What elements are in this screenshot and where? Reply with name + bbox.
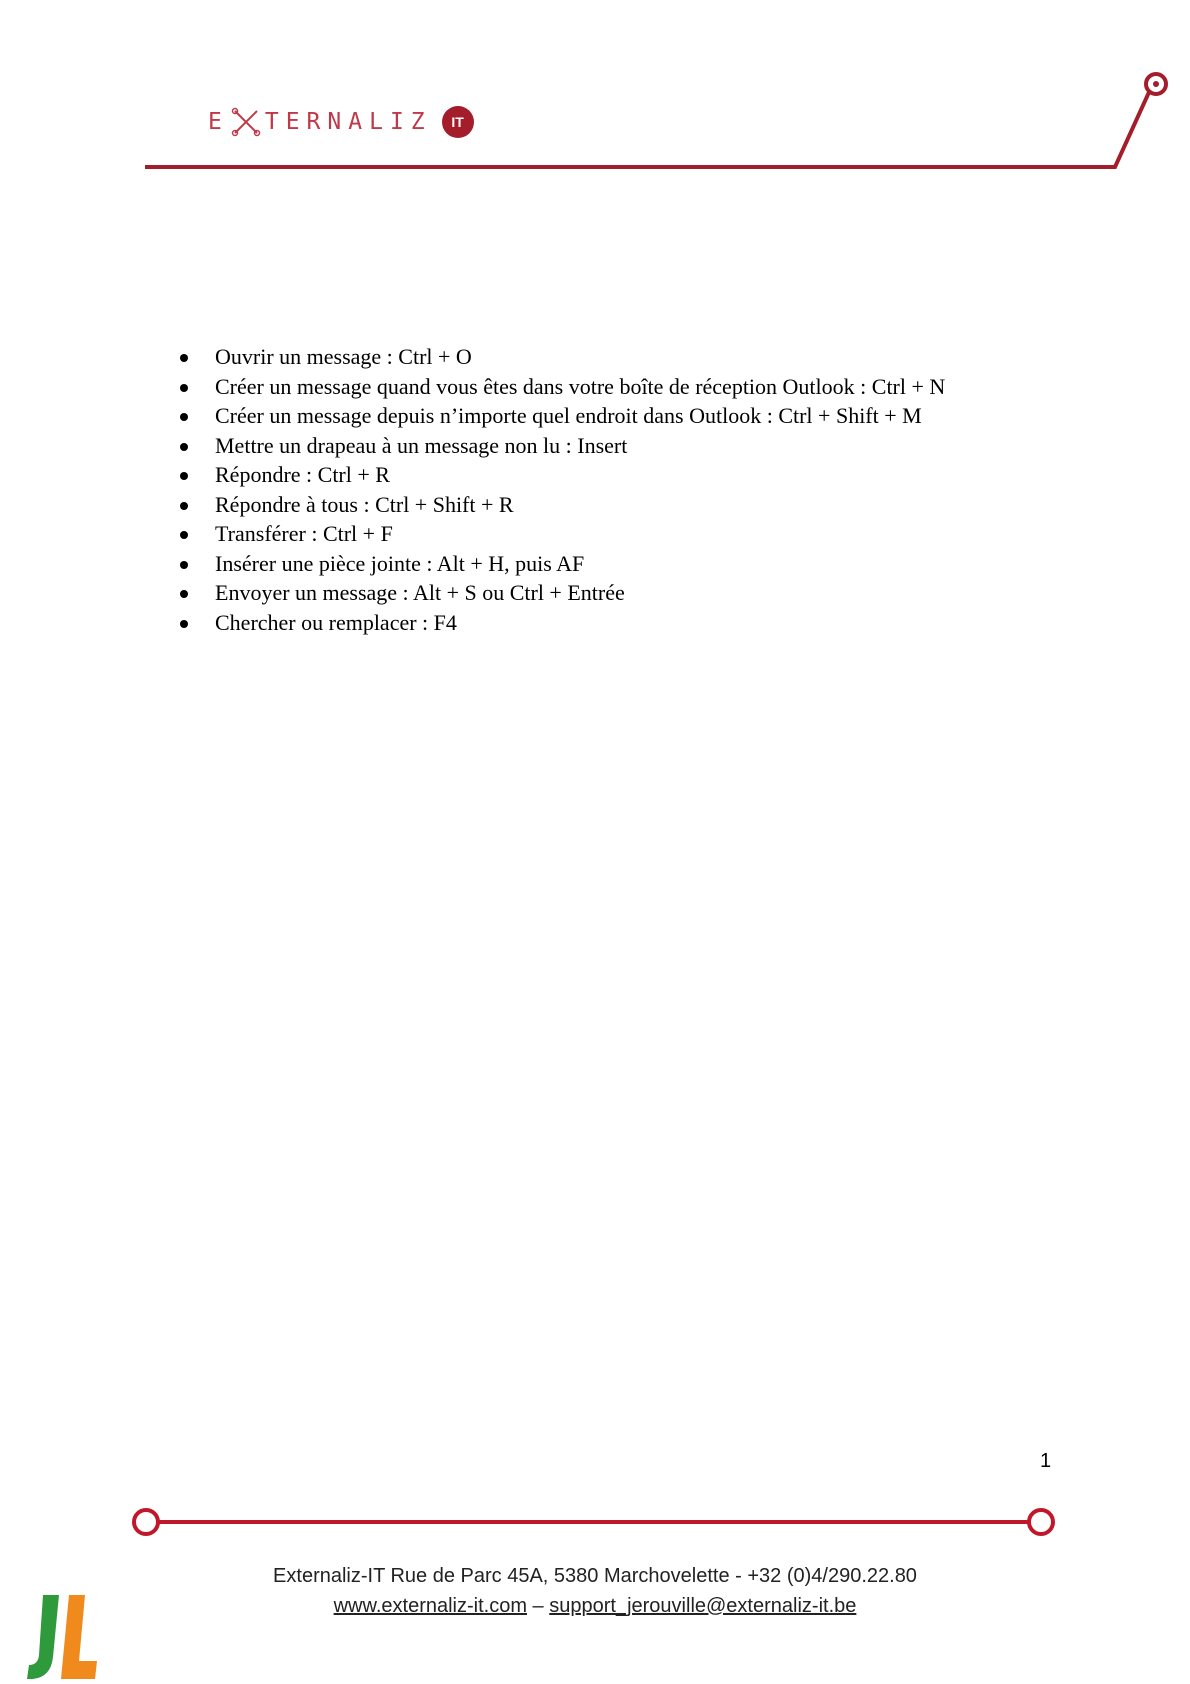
jl-logo	[25, 1595, 100, 1680]
list-item-text: Mettre un drapeau à un message non lu : Insert	[215, 432, 628, 458]
bullet-icon	[180, 502, 188, 510]
bullet-icon	[180, 620, 188, 628]
list-item	[180, 372, 945, 402]
page-number: 1	[1040, 1450, 1052, 1472]
list-item	[180, 608, 945, 638]
logo-circuit-x-icon	[231, 107, 261, 137]
bullet-icon	[180, 443, 188, 451]
company-logo	[208, 100, 474, 144]
list-item	[180, 431, 945, 461]
bullet-icon	[180, 590, 188, 598]
bullet-icon	[180, 531, 188, 539]
footer-separator: –	[527, 1595, 550, 1617]
bullet-icon	[180, 384, 188, 392]
bullet-icon	[180, 413, 188, 421]
list-item	[180, 460, 945, 490]
logo-text-end: TERNALIZ	[264, 109, 432, 135]
list-item-text: Créer un message quand vous êtes dans votre boîte de réception Outlook : Ctrl + N	[215, 373, 946, 399]
list-item-text: Ouvrir un message : Ctrl + O	[215, 344, 472, 369]
website-link[interactable]: www.externaliz-it.com	[333, 1595, 527, 1617]
bullet-icon	[180, 472, 188, 480]
list-item	[180, 519, 945, 549]
list-item	[180, 549, 945, 579]
list-item	[180, 401, 945, 431]
shortcut-list	[180, 342, 945, 637]
list-item-text: Chercher ou remplacer : F4	[215, 609, 457, 635]
list-item-text: Insérer une pièce jointe : Alt + H, puis AF	[215, 550, 585, 576]
list-item-text: Répondre à tous : Ctrl + Shift + R	[215, 491, 514, 517]
logo-badge: IT	[442, 106, 474, 138]
logo-text-start: E	[208, 109, 229, 135]
bullet-icon	[180, 561, 188, 569]
list-item	[180, 578, 945, 608]
list-item	[180, 342, 945, 372]
jl-logo-l	[61, 1595, 97, 1679]
list-item-text: Transférer : Ctrl + F	[215, 521, 393, 546]
shortcut-list-container	[180, 342, 945, 637]
footer-address: Externaliz-IT Rue de Parc 45A, 5380 Marchovelette - +32 (0)4/290.22.80	[273, 1565, 917, 1587]
list-item-text: Répondre : Ctrl + R	[215, 462, 390, 487]
footer-links	[0, 1595, 1190, 1618]
list-item-text: Créer un message depuis n’importe quel endroit dans Outlook : Ctrl + Shift + M	[215, 403, 922, 428]
header-line	[0, 0, 1190, 200]
list-item-text: Envoyer un message : Alt + S ou Ctrl + Entrée	[215, 580, 625, 605]
email-link[interactable]: support_jerouville@externaliz-it.be	[549, 1595, 857, 1617]
list-item	[180, 490, 945, 520]
bullet-icon	[180, 354, 188, 362]
jl-logo-j	[27, 1595, 59, 1679]
